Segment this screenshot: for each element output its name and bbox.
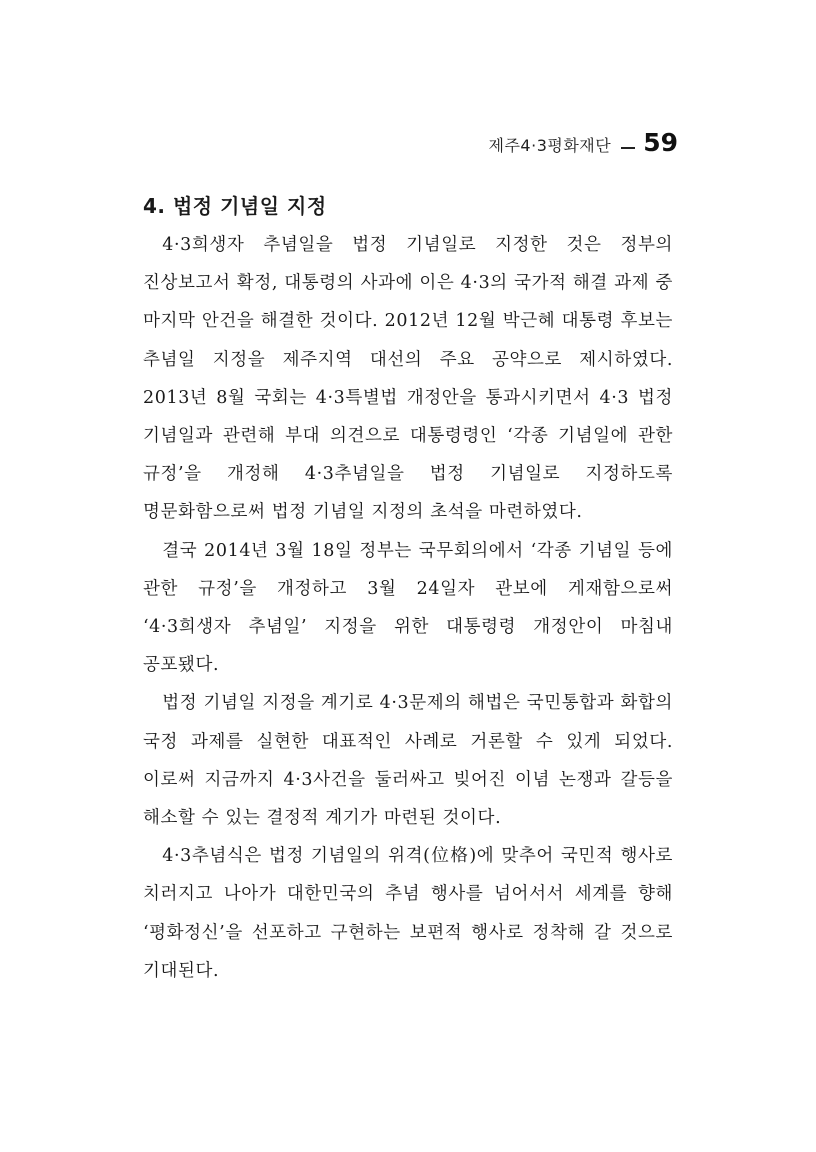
- running-title: 제주4·3평화재단: [488, 136, 612, 155]
- body-text: [143, 226, 673, 990]
- header-separator: [621, 147, 635, 149]
- paragraph: 법정 기념일 지정을 계기로 4·3문제의 해법은 국민통합과 화합의 국정 과제를 실현한 대표적인 사례로 거론할 수 있게 되었다. 이로써 지금까지 4·3사건을 둘러싸고 빚어진 이념 논쟁과 갈등을 해소할 수 있는 결정적 계기가 마련된 것이다.: [143, 693, 673, 829]
- running-header: [489, 128, 678, 157]
- paragraph: 결국 2014년 3월 18일 정부는 국무회의에서 ‘각종 기념일 등에 관한 규정’을 개정하고 3월 24일자 관보에 게재함으로써 ‘4·3희생자 추념일’ 지정을 위한 대통령령 개정안이 마침내 공포됐다.: [143, 540, 673, 676]
- paragraph: 4·3희생자 추념일을 법정 기념일로 지정한 것은 정부의 진상보고서 확정, 대통령의 사과에 이은 4·3의 국가적 해결 과제 중 마지막 안건을 해결한 것이다. 2012년 12월 박근혜 대통령 후보는 추념일 지정을 제주지역 대선의 주요 공약으로 제시하였다. 2013년 8월 국회는 4·3특별법 개정안을 통과시키면서 4·3 법정 기념일과 관련해 부대 의견으로 대통령령인 ‘각종 기념일에 관한 규정’을 개정해 4·3추념일을 법정 기념일로 지정하도록 명문화함으로써 법정 기념일 지정의 초석을 마련하였다.: [143, 235, 673, 523]
- page-number: 59: [643, 128, 678, 157]
- section-title: 4. 법정 기념일 지정: [143, 194, 327, 218]
- paragraph: 4·3추념식은 법정 기념일의 위격(位格)에 맞추어 국민적 행사로 치러지고 나아가 대한민국의 추념 행사를 넘어서서 세계를 향해 ‘평화정신’을 선포하고 구현하는 보편적 행사로 정착해 갈 것으로 기대된다.: [143, 846, 673, 981]
